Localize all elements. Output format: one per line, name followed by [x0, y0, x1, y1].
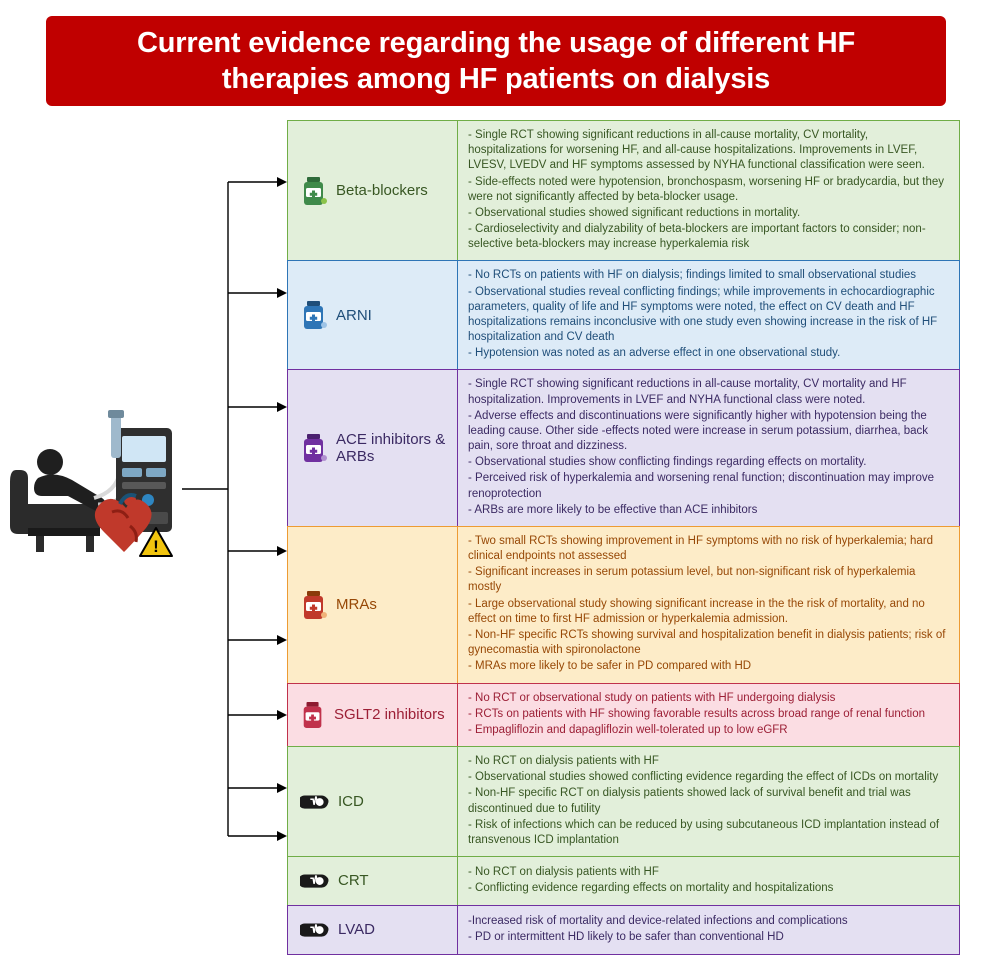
evidence-bullet: - Empagliflozin and dapagliflozin well-tolerated up to low eGFR	[468, 723, 788, 736]
evidence-bullet: - No RCT or observational study on patients with HF undergoing dialysis	[468, 691, 836, 704]
evidence-bullet: - Non-HF specific RCTs showing survival and hospitalization benefit in dialysis patients; risk of gynecomastia with spironolactone	[468, 628, 946, 657]
therapy-label-cell	[288, 684, 458, 747]
therapy-row-mras	[287, 526, 960, 684]
evidence-bullet: - Significant increases in serum potassium level, but non-significant risk of hyperkalemia mostly	[468, 566, 916, 594]
evidence-bullet: - Side-effects noted were hypotension, bronchospasm, worsening HF or bradycardia, but they were not significantly affected by beta-blocker usage.	[468, 175, 945, 203]
evidence-bullet: - No RCTs on patients with HF on dialysis; findings limited to small observational studies	[468, 269, 917, 282]
evidence-bullet: - Observational studies reveal conflicting findings; while improvements in echocardiographic parameters, quality of life and HF symptoms were noted, the effect on CV death and HF hospitalizations remains inconclusive with one study even showing increase in the risk of HF hospitalization and CV death	[468, 285, 938, 344]
therapy-evidence-cell	[458, 527, 959, 683]
pill-bottle-icon	[300, 432, 328, 464]
therapy-row-lvad	[287, 905, 960, 955]
evidence-bullet: - PD or intermittent HD likely to be safer than conventional HD	[468, 931, 784, 944]
therapy-row-icd	[287, 746, 960, 857]
therapy-label: MRAs	[336, 596, 377, 614]
implantable-device-icon	[300, 915, 330, 945]
therapy-row-ace-inhibitors-arbs	[287, 369, 960, 527]
therapy-evidence-cell	[458, 747, 959, 856]
evidence-bullet: - Perceived risk of hyperkalemia and worsening renal function; discontinuation may improve renoprotection	[468, 472, 934, 500]
pill-bottle-icon	[300, 700, 326, 730]
therapy-rows	[287, 120, 960, 954]
therapy-evidence-cell	[458, 906, 959, 954]
therapy-label: ARNI	[336, 306, 372, 324]
evidence-bullet: - Observational studies showed conflicting evidence regarding the effect of ICDs on mortality	[468, 771, 939, 784]
therapy-evidence-cell	[458, 684, 959, 747]
therapy-label: ACE inhibitors & ARBs	[336, 430, 446, 466]
evidence-bullet: - Large observational study showing significant increase in the the risk of mortality, and no effect on time to first HF admission or hyperkalemia admission.	[468, 597, 925, 625]
evidence-bullet: - Single RCT showing significant reductions in all-cause mortality, CV mortality and HF hospitalization. Improvements in LVEF and NYHA functional class were noted.	[468, 378, 907, 406]
pill-bottle-icon	[300, 589, 328, 621]
therapy-label-cell	[288, 261, 458, 369]
evidence-bullet: - Conflicting evidence regarding effects on mortality and hospitalizations	[468, 882, 834, 895]
pill-bottle-icon	[300, 299, 328, 331]
evidence-bullet: - No RCT on dialysis patients with HF	[468, 865, 659, 878]
evidence-bullet: - RCTs on patients with HF showing favorable results across broad range of renal function	[468, 707, 926, 720]
therapy-row-arni	[287, 260, 960, 370]
evidence-bullet: - MRAs more likely to be safer in PD compared with HD	[468, 660, 752, 673]
therapy-evidence-cell	[458, 121, 959, 260]
title-banner	[46, 16, 946, 106]
therapy-label-cell	[288, 527, 458, 683]
evidence-bullet: - Hypotension was noted as an adverse effect in one observational study.	[468, 347, 841, 360]
therapy-label: SGLT2 inhibitors	[334, 706, 445, 724]
evidence-bullet: - Two small RCTs showing improvement in HF symptoms with no risk of hyperkalemia; hard clinical endpoints not assessed	[468, 534, 934, 563]
therapy-label-cell	[288, 857, 458, 905]
evidence-bullet: - Adverse effects and discontinuations were significantly higher with hypotension being the leading cause. Other side -effects noted were increase in serum potassium, diarrhea, back pain, sore throat and dizziness.	[468, 409, 929, 453]
page-title: Current evidence regarding the usage of different HF therapies among HF patients on dialysis	[137, 26, 855, 95]
therapy-row-beta-blockers	[287, 120, 960, 261]
evidence-bullet: - Risk of infections which can be reduced by using subcutaneous ICD implantation instead of transvenous ICD implantation	[468, 818, 940, 846]
evidence-bullet: - No RCT on dialysis patients with HF	[468, 755, 659, 768]
svg-text:!: !	[153, 537, 159, 556]
therapy-label-cell	[288, 747, 458, 856]
evidence-bullet: - Non-HF specific RCT on dialysis patients showed lack of survival benefit and trial was discontinued due to futility	[468, 787, 911, 815]
therapy-label-cell	[288, 370, 458, 526]
therapy-label: ICD	[338, 792, 364, 810]
evidence-bullet: - Cardioselectivity and dialyzability of beta-blockers are important factors to consider; non-selective beta-blockers may increase hyperkalemia risk	[468, 223, 926, 251]
therapy-row-crt	[287, 856, 960, 906]
evidence-bullet: - Observational studies showed significant reductions in mortality.	[468, 206, 801, 219]
evidence-bullet: - Single RCT showing significant reductions in all-cause mortality, CV mortality, hospitalizations for worsening HF, and all-cause hospitalizations. Improvements in LVEF, LVESV, LVEDV and HF symptoms assessed by NYHA functional classification were seen.	[468, 129, 925, 172]
implantable-device-icon	[300, 787, 330, 817]
therapy-row-sglt2-inhibitors	[287, 683, 960, 748]
implantable-device-icon	[300, 866, 330, 896]
therapy-evidence-cell	[458, 857, 959, 905]
evidence-bullet: - Observational studies show conflicting findings regarding effects on mortality.	[468, 456, 867, 469]
therapy-label-cell	[288, 906, 458, 954]
evidence-bullet: - ARBs are more likely to be effective than ACE inhibitors	[468, 503, 758, 516]
therapy-label-cell	[288, 121, 458, 260]
therapy-evidence-cell	[458, 370, 959, 526]
pill-bottle-icon	[300, 175, 328, 207]
therapy-evidence-cell	[458, 261, 959, 369]
therapy-label: CRT	[338, 872, 369, 890]
patient-on-dialysis-illustration	[8, 408, 193, 568]
therapy-label: Beta-blockers	[336, 182, 428, 200]
evidence-bullet: -Increased risk of mortality and device-related infections and complications	[468, 914, 848, 927]
therapy-label: LVAD	[338, 921, 375, 939]
